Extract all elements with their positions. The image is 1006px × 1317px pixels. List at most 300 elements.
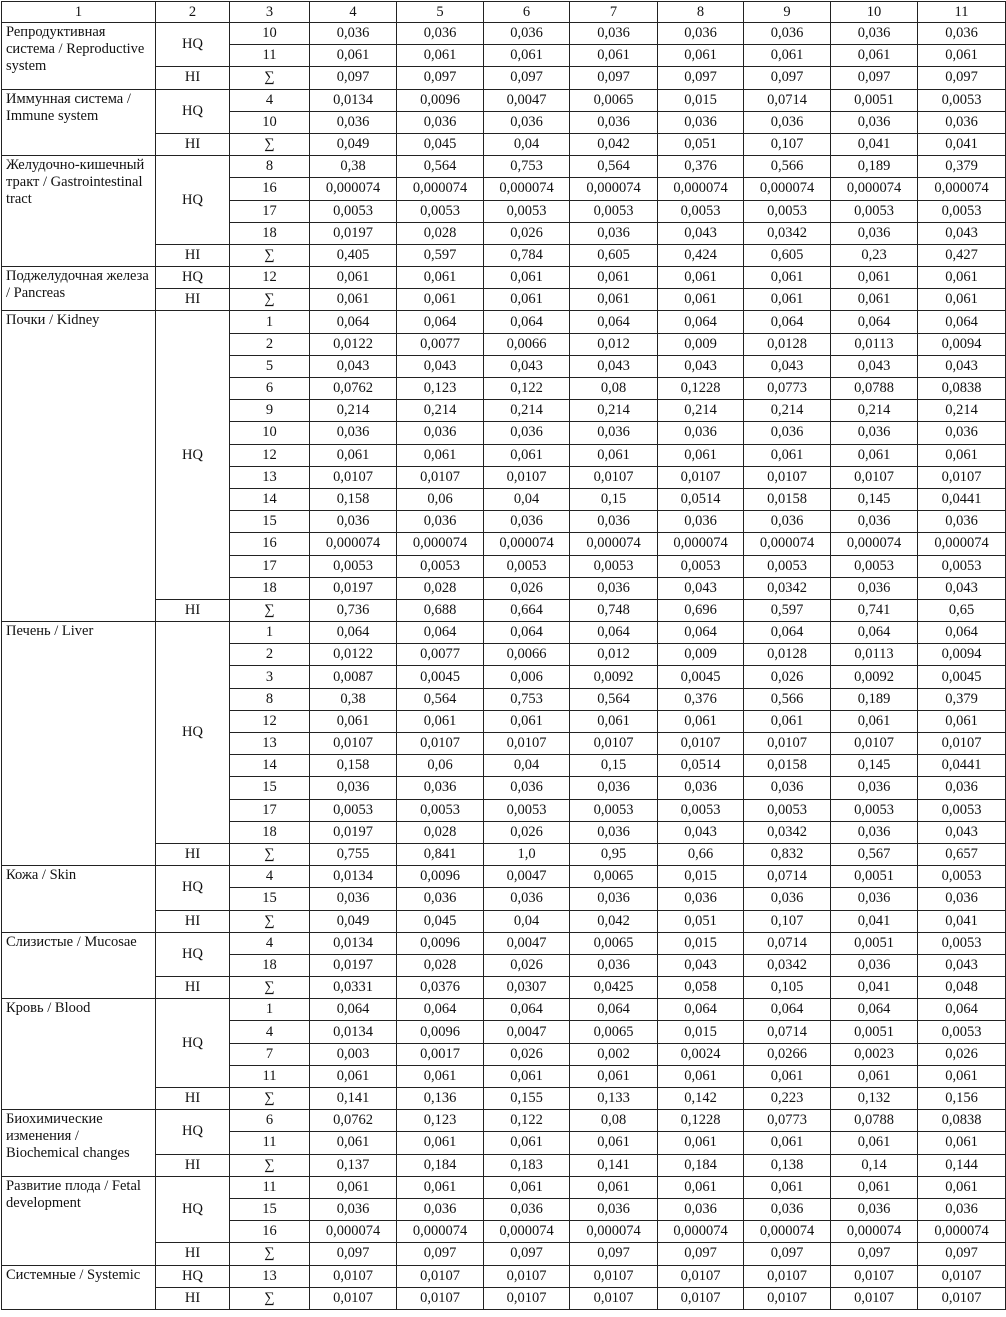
- hq-value-cell: 0,036: [397, 777, 484, 799]
- hi-value-cell: 0,041: [918, 910, 1006, 932]
- hq-value-cell: 0,036: [831, 422, 918, 444]
- hq-value-cell: 0,0047: [484, 866, 570, 888]
- hi-value-cell: 0,597: [744, 599, 831, 621]
- hq-value-cell: 0,38: [310, 156, 397, 178]
- hq-value-cell: 0,0053: [397, 200, 484, 222]
- sum-symbol-cell: ∑: [230, 1154, 310, 1176]
- hq-value-cell: 0,061: [484, 444, 570, 466]
- hq-value-cell: 0,043: [918, 577, 1006, 599]
- hq-value-cell: 0,043: [310, 355, 397, 377]
- substance-number-cell: 8: [230, 156, 310, 178]
- hq-value-cell: 0,043: [658, 222, 744, 244]
- hq-value-cell: 0,061: [744, 1176, 831, 1198]
- hq-value-cell: 0,036: [831, 777, 918, 799]
- column-number-header: 6: [484, 2, 570, 23]
- hi-value-cell: 0,048: [918, 977, 1006, 999]
- column-number-header: 4: [310, 2, 397, 23]
- hq-value-cell: 0,0077: [397, 333, 484, 355]
- hi-value-cell: 0,696: [658, 599, 744, 621]
- hq-value-cell: 0,376: [658, 156, 744, 178]
- hq-value-cell: 0,036: [570, 222, 658, 244]
- hq-value-cell: 0,003: [310, 1043, 397, 1065]
- hq-value-cell: 0,0128: [744, 644, 831, 666]
- hq-value-cell: 0,000074: [570, 1221, 658, 1243]
- hq-value-cell: 0,0053: [744, 555, 831, 577]
- hq-value-cell: 0,061: [918, 444, 1006, 466]
- hq-value-cell: 0,06: [397, 488, 484, 510]
- hq-value-cell: 0,0107: [397, 733, 484, 755]
- hq-label-cell: HQ: [156, 311, 230, 599]
- substance-number-cell: 7: [230, 1043, 310, 1065]
- hi-value-cell: 0,832: [744, 843, 831, 865]
- hq-value-cell: 0,026: [484, 1043, 570, 1065]
- hq-value-cell: 0,158: [310, 755, 397, 777]
- hq-value-cell: 0,064: [831, 622, 918, 644]
- table-row: [2, 311, 1006, 333]
- substance-number-cell: 18: [230, 954, 310, 976]
- hq-value-cell: 0,06: [397, 755, 484, 777]
- hq-value-cell: 0,036: [570, 821, 658, 843]
- hq-value-cell: 0,122: [484, 378, 570, 400]
- hq-value-cell: 0,0113: [831, 333, 918, 355]
- hq-value-cell: 0,0096: [397, 932, 484, 954]
- hq-value-cell: 0,0107: [310, 733, 397, 755]
- substance-number-cell: 17: [230, 200, 310, 222]
- hq-value-cell: 0,036: [831, 1198, 918, 1220]
- hq-value-cell: 0,061: [310, 710, 397, 732]
- hq-value-cell: 0,214: [484, 400, 570, 422]
- hq-value-cell: 0,0047: [484, 1021, 570, 1043]
- hq-value-cell: 0,1228: [658, 378, 744, 400]
- column-number-header: 9: [744, 2, 831, 23]
- hq-value-cell: 0,379: [918, 688, 1006, 710]
- substance-number-cell: 8: [230, 688, 310, 710]
- hq-value-cell: 0,000074: [484, 1221, 570, 1243]
- hq-value-cell: 0,0158: [744, 488, 831, 510]
- sum-symbol-cell: ∑: [230, 244, 310, 266]
- hq-value-cell: 0,061: [310, 267, 397, 289]
- substance-number-cell: 18: [230, 577, 310, 599]
- hq-value-cell: 0,036: [831, 111, 918, 133]
- hq-value-cell: 0,000074: [658, 178, 744, 200]
- hq-value-cell: 0,0051: [831, 932, 918, 954]
- hq-value-cell: 0,028: [397, 821, 484, 843]
- hq-value-cell: 0,000074: [310, 1221, 397, 1243]
- substance-number-cell: 3: [230, 666, 310, 688]
- hq-value-cell: 0,0053: [310, 555, 397, 577]
- hq-value-cell: 0,753: [484, 688, 570, 710]
- hq-label-cell: HQ: [156, 932, 230, 976]
- hq-value-cell: 0,0053: [744, 799, 831, 821]
- hq-value-cell: 0,0051: [831, 866, 918, 888]
- substance-number-cell: 15: [230, 511, 310, 533]
- hq-value-cell: 0,189: [831, 688, 918, 710]
- hq-value-cell: 0,123: [397, 1110, 484, 1132]
- hq-value-cell: 0,0342: [744, 954, 831, 976]
- hq-label-cell: HQ: [156, 1176, 230, 1243]
- hq-value-cell: 0,0134: [310, 866, 397, 888]
- substance-number-cell: 1: [230, 622, 310, 644]
- hi-label-cell: HI: [156, 244, 230, 266]
- hq-value-cell: 0,061: [484, 1132, 570, 1154]
- hq-value-cell: 0,036: [484, 777, 570, 799]
- hi-value-cell: 0,041: [918, 133, 1006, 155]
- hq-value-cell: 0,15: [570, 755, 658, 777]
- hi-value-cell: 0,0307: [484, 977, 570, 999]
- hq-value-cell: 0,036: [658, 422, 744, 444]
- hi-value-cell: 0,136: [397, 1088, 484, 1110]
- hq-value-cell: 0,000074: [831, 178, 918, 200]
- hq-value-cell: 0,0051: [831, 1021, 918, 1043]
- organ-system-cell: Печень / Liver: [2, 622, 156, 866]
- hq-value-cell: 0,036: [658, 111, 744, 133]
- substance-number-cell: 17: [230, 799, 310, 821]
- hi-value-cell: 0,097: [744, 67, 831, 89]
- hi-label-cell: HI: [156, 1243, 230, 1265]
- hq-value-cell: 0,036: [397, 888, 484, 910]
- hq-value-cell: 0,036: [570, 888, 658, 910]
- hq-label-cell: HQ: [156, 1110, 230, 1154]
- hq-value-cell: 0,0134: [310, 932, 397, 954]
- organ-system-cell: Желудочно-кишечный тракт / Gastrointestinal tract: [2, 156, 156, 267]
- hi-value-cell: 0,0107: [658, 1287, 744, 1309]
- hi-value-cell: 0,049: [310, 910, 397, 932]
- substance-number-cell: 15: [230, 888, 310, 910]
- hi-value-cell: 0,061: [831, 289, 918, 311]
- hq-value-cell: 0,000074: [397, 178, 484, 200]
- hq-value-cell: 0,0197: [310, 821, 397, 843]
- hi-value-cell: 0,155: [484, 1088, 570, 1110]
- hq-value-cell: 0,376: [658, 688, 744, 710]
- hq-value-cell: 0,061: [831, 1176, 918, 1198]
- substance-number-cell: 9: [230, 400, 310, 422]
- hq-value-cell: 0,0053: [484, 799, 570, 821]
- hq-value-cell: 0,064: [484, 622, 570, 644]
- hi-value-cell: 0,0107: [570, 1287, 658, 1309]
- substance-number-cell: 15: [230, 1198, 310, 1220]
- hq-value-cell: 0,061: [918, 1176, 1006, 1198]
- hq-value-cell: 0,064: [397, 999, 484, 1021]
- hq-value-cell: 0,0053: [918, 555, 1006, 577]
- hq-value-cell: 0,036: [397, 422, 484, 444]
- table-row: [2, 1176, 1006, 1198]
- hq-value-cell: 0,0096: [397, 89, 484, 111]
- hi-value-cell: 0,042: [570, 133, 658, 155]
- hq-value-cell: 0,036: [918, 111, 1006, 133]
- substance-number-cell: 13: [230, 733, 310, 755]
- hi-label-cell: HI: [156, 910, 230, 932]
- hi-value-cell: 0,736: [310, 599, 397, 621]
- hq-value-cell: 0,036: [831, 222, 918, 244]
- hq-value-cell: 0,000074: [310, 533, 397, 555]
- hq-value-cell: 0,061: [658, 1132, 744, 1154]
- hi-value-cell: 0,097: [918, 67, 1006, 89]
- hi-label-cell: HI: [156, 133, 230, 155]
- hq-value-cell: 0,036: [744, 111, 831, 133]
- hq-value-cell: 0,564: [397, 688, 484, 710]
- hq-value-cell: 0,061: [744, 1132, 831, 1154]
- hq-value-cell: 0,036: [484, 23, 570, 45]
- hq-value-cell: 0,753: [484, 156, 570, 178]
- hq-value-cell: 0,0773: [744, 1110, 831, 1132]
- hi-value-cell: 0,061: [918, 289, 1006, 311]
- hq-value-cell: 0,0714: [744, 1021, 831, 1043]
- hq-value-cell: 0,0342: [744, 821, 831, 843]
- hq-value-cell: 0,564: [397, 156, 484, 178]
- hq-value-cell: 0,043: [570, 355, 658, 377]
- hi-value-cell: 0,107: [744, 910, 831, 932]
- hq-value-cell: 0,043: [918, 355, 1006, 377]
- hi-value-cell: 0,183: [484, 1154, 570, 1176]
- hq-value-cell: 0,061: [397, 1065, 484, 1087]
- hq-value-cell: 0,061: [918, 710, 1006, 732]
- hq-value-cell: 0,036: [658, 888, 744, 910]
- sum-symbol-cell: ∑: [230, 977, 310, 999]
- hq-label-cell: HQ: [156, 1265, 230, 1287]
- hq-value-cell: 0,002: [570, 1043, 658, 1065]
- hi-value-cell: 0,657: [918, 843, 1006, 865]
- hq-value-cell: 0,189: [831, 156, 918, 178]
- hq-value-cell: 0,006: [484, 666, 570, 688]
- substance-number-cell: 10: [230, 111, 310, 133]
- hi-value-cell: 0,04: [484, 133, 570, 155]
- hq-value-cell: 0,000074: [310, 178, 397, 200]
- hq-value-cell: 0,043: [658, 821, 744, 843]
- hq-value-cell: 0,214: [918, 400, 1006, 422]
- hq-value-cell: 0,061: [918, 45, 1006, 67]
- hi-value-cell: 0,051: [658, 910, 744, 932]
- hq-value-cell: 0,036: [831, 888, 918, 910]
- hq-value-cell: 0,0158: [744, 755, 831, 777]
- hq-value-cell: 0,0017: [397, 1043, 484, 1065]
- hq-value-cell: 0,061: [484, 1065, 570, 1087]
- hq-value-cell: 0,0053: [831, 200, 918, 222]
- hq-value-cell: 0,15: [570, 488, 658, 510]
- hq-value-cell: 0,000074: [658, 1221, 744, 1243]
- hq-value-cell: 0,0107: [570, 1265, 658, 1287]
- hq-value-cell: 0,000074: [397, 1221, 484, 1243]
- hi-value-cell: 0,405: [310, 244, 397, 266]
- hq-value-cell: 0,000074: [744, 178, 831, 200]
- hi-value-cell: 1,0: [484, 843, 570, 865]
- hq-value-cell: 0,0065: [570, 89, 658, 111]
- hq-value-cell: 0,061: [831, 444, 918, 466]
- hi-value-cell: 0,142: [658, 1088, 744, 1110]
- hq-value-cell: 0,0107: [658, 466, 744, 488]
- hq-value-cell: 0,0107: [310, 1265, 397, 1287]
- hi-value-cell: 0,097: [310, 67, 397, 89]
- hq-value-cell: 0,0045: [658, 666, 744, 688]
- hq-value-cell: 0,0053: [918, 200, 1006, 222]
- hi-value-cell: 0,061: [744, 289, 831, 311]
- hq-value-cell: 0,0066: [484, 333, 570, 355]
- hq-value-cell: 0,028: [397, 577, 484, 599]
- hq-value-cell: 0,0096: [397, 1021, 484, 1043]
- hq-value-cell: 0,061: [570, 1065, 658, 1087]
- hq-value-cell: 0,0053: [310, 799, 397, 821]
- hq-value-cell: 0,036: [744, 1198, 831, 1220]
- organ-system-cell: Иммунная система / Immune system: [2, 89, 156, 156]
- hi-value-cell: 0,041: [831, 910, 918, 932]
- hq-value-cell: 0,036: [570, 577, 658, 599]
- hq-value-cell: 0,064: [310, 999, 397, 1021]
- hi-label-cell: HI: [156, 1154, 230, 1176]
- hq-value-cell: 0,061: [484, 710, 570, 732]
- hi-value-cell: 0,097: [658, 1243, 744, 1265]
- hi-value-cell: 0,041: [831, 133, 918, 155]
- substance-number-cell: 16: [230, 1221, 310, 1243]
- hq-value-cell: 0,000074: [397, 533, 484, 555]
- hi-label-cell: HI: [156, 289, 230, 311]
- hq-value-cell: 0,145: [831, 755, 918, 777]
- hq-value-cell: 0,061: [744, 1065, 831, 1087]
- hq-value-cell: 0,566: [744, 688, 831, 710]
- hq-value-cell: 0,061: [570, 444, 658, 466]
- hazard-index-table: [1, 1, 1006, 1310]
- hq-value-cell: 0,145: [831, 488, 918, 510]
- hq-value-cell: 0,04: [484, 488, 570, 510]
- hq-value-cell: 0,064: [744, 999, 831, 1021]
- hq-label-cell: HQ: [156, 267, 230, 289]
- hq-value-cell: 0,026: [484, 222, 570, 244]
- table-row: [2, 89, 1006, 111]
- hq-value-cell: 0,0762: [310, 378, 397, 400]
- hq-value-cell: 0,061: [397, 45, 484, 67]
- hq-value-cell: 0,036: [744, 888, 831, 910]
- hq-value-cell: 0,000074: [831, 533, 918, 555]
- hq-value-cell: 0,0773: [744, 378, 831, 400]
- hi-value-cell: 0,65: [918, 599, 1006, 621]
- hq-value-cell: 0,061: [484, 1176, 570, 1198]
- table-row: [2, 23, 1006, 45]
- hi-value-cell: 0,042: [570, 910, 658, 932]
- hq-value-cell: 0,036: [744, 511, 831, 533]
- hq-value-cell: 0,0838: [918, 378, 1006, 400]
- hq-value-cell: 0,036: [831, 954, 918, 976]
- hq-value-cell: 0,036: [484, 1198, 570, 1220]
- table-row: [2, 866, 1006, 888]
- hq-value-cell: 0,061: [310, 444, 397, 466]
- hq-value-cell: 0,061: [831, 710, 918, 732]
- hq-value-cell: 0,064: [918, 311, 1006, 333]
- hq-value-cell: 0,061: [744, 710, 831, 732]
- hq-value-cell: 0,214: [310, 400, 397, 422]
- hi-value-cell: 0,141: [310, 1088, 397, 1110]
- substance-number-cell: 11: [230, 1176, 310, 1198]
- hq-value-cell: 0,1228: [658, 1110, 744, 1132]
- hq-value-cell: 0,028: [397, 954, 484, 976]
- organ-system-cell: Почки / Kidney: [2, 311, 156, 622]
- hq-value-cell: 0,0094: [918, 644, 1006, 666]
- substance-number-cell: 4: [230, 866, 310, 888]
- hq-value-cell: 0,036: [484, 511, 570, 533]
- sum-symbol-cell: ∑: [230, 67, 310, 89]
- organ-system-cell: Слизистые / Mucosae: [2, 932, 156, 999]
- hq-value-cell: 0,036: [397, 111, 484, 133]
- hq-value-cell: 0,036: [570, 1198, 658, 1220]
- sum-symbol-cell: ∑: [230, 599, 310, 621]
- hq-value-cell: 0,0107: [570, 733, 658, 755]
- sum-symbol-cell: ∑: [230, 133, 310, 155]
- organ-system-cell: Системные / Systemic: [2, 1265, 156, 1309]
- hq-value-cell: 0,000074: [918, 533, 1006, 555]
- hq-value-cell: 0,0134: [310, 1021, 397, 1043]
- substance-number-cell: 5: [230, 355, 310, 377]
- substance-number-cell: 12: [230, 444, 310, 466]
- hi-label-cell: HI: [156, 843, 230, 865]
- substance-number-cell: 14: [230, 488, 310, 510]
- hq-value-cell: 0,0047: [484, 89, 570, 111]
- hi-value-cell: 0,097: [397, 67, 484, 89]
- hq-value-cell: 0,036: [310, 23, 397, 45]
- hi-value-cell: 0,133: [570, 1088, 658, 1110]
- hq-value-cell: 0,043: [658, 577, 744, 599]
- substance-number-cell: 11: [230, 45, 310, 67]
- hq-value-cell: 0,036: [918, 888, 1006, 910]
- hq-value-cell: 0,214: [831, 400, 918, 422]
- hq-value-cell: 0,043: [484, 355, 570, 377]
- hi-value-cell: 0,567: [831, 843, 918, 865]
- hq-value-cell: 0,043: [397, 355, 484, 377]
- column-number-header: 3: [230, 2, 310, 23]
- hq-value-cell: 0,061: [484, 45, 570, 67]
- hq-value-cell: 0,036: [397, 1198, 484, 1220]
- hq-value-cell: 0,036: [744, 23, 831, 45]
- hq-value-cell: 0,064: [397, 622, 484, 644]
- hq-value-cell: 0,061: [397, 1132, 484, 1154]
- hi-label-cell: HI: [156, 977, 230, 999]
- hq-value-cell: 0,064: [658, 311, 744, 333]
- hq-value-cell: 0,064: [310, 311, 397, 333]
- hi-value-cell: 0,0107: [484, 1287, 570, 1309]
- hq-value-cell: 0,0053: [831, 555, 918, 577]
- hq-value-cell: 0,061: [484, 267, 570, 289]
- hq-value-cell: 0,064: [310, 622, 397, 644]
- hq-value-cell: 0,0107: [397, 466, 484, 488]
- hq-value-cell: 0,08: [570, 378, 658, 400]
- hq-value-cell: 0,0053: [397, 555, 484, 577]
- hq-value-cell: 0,036: [918, 23, 1006, 45]
- organ-system-cell: Развитие плода / Fetal development: [2, 1176, 156, 1265]
- hq-value-cell: 0,061: [310, 1065, 397, 1087]
- hi-value-cell: 0,0376: [397, 977, 484, 999]
- organ-system-cell: Поджелудочная железа / Pancreas: [2, 267, 156, 311]
- substance-number-cell: 17: [230, 555, 310, 577]
- hq-value-cell: 0,0053: [397, 799, 484, 821]
- substance-number-cell: 13: [230, 466, 310, 488]
- hq-value-cell: 0,026: [484, 821, 570, 843]
- hq-value-cell: 0,564: [570, 688, 658, 710]
- hq-value-cell: 0,026: [918, 1043, 1006, 1065]
- hq-value-cell: 0,061: [397, 710, 484, 732]
- hq-value-cell: 0,000074: [831, 1221, 918, 1243]
- substance-number-cell: 2: [230, 333, 310, 355]
- hi-value-cell: 0,688: [397, 599, 484, 621]
- hi-value-cell: 0,097: [658, 67, 744, 89]
- hi-value-cell: 0,14: [831, 1154, 918, 1176]
- substance-number-cell: 4: [230, 932, 310, 954]
- hq-value-cell: 0,064: [484, 999, 570, 1021]
- hi-value-cell: 0,427: [918, 244, 1006, 266]
- hq-value-cell: 0,043: [744, 355, 831, 377]
- hq-label-cell: HQ: [156, 622, 230, 844]
- hq-value-cell: 0,036: [310, 777, 397, 799]
- hq-value-cell: 0,0514: [658, 488, 744, 510]
- hq-value-cell: 0,0197: [310, 222, 397, 244]
- hi-label-cell: HI: [156, 1287, 230, 1309]
- hq-value-cell: 0,0053: [570, 200, 658, 222]
- hq-value-cell: 0,0077: [397, 644, 484, 666]
